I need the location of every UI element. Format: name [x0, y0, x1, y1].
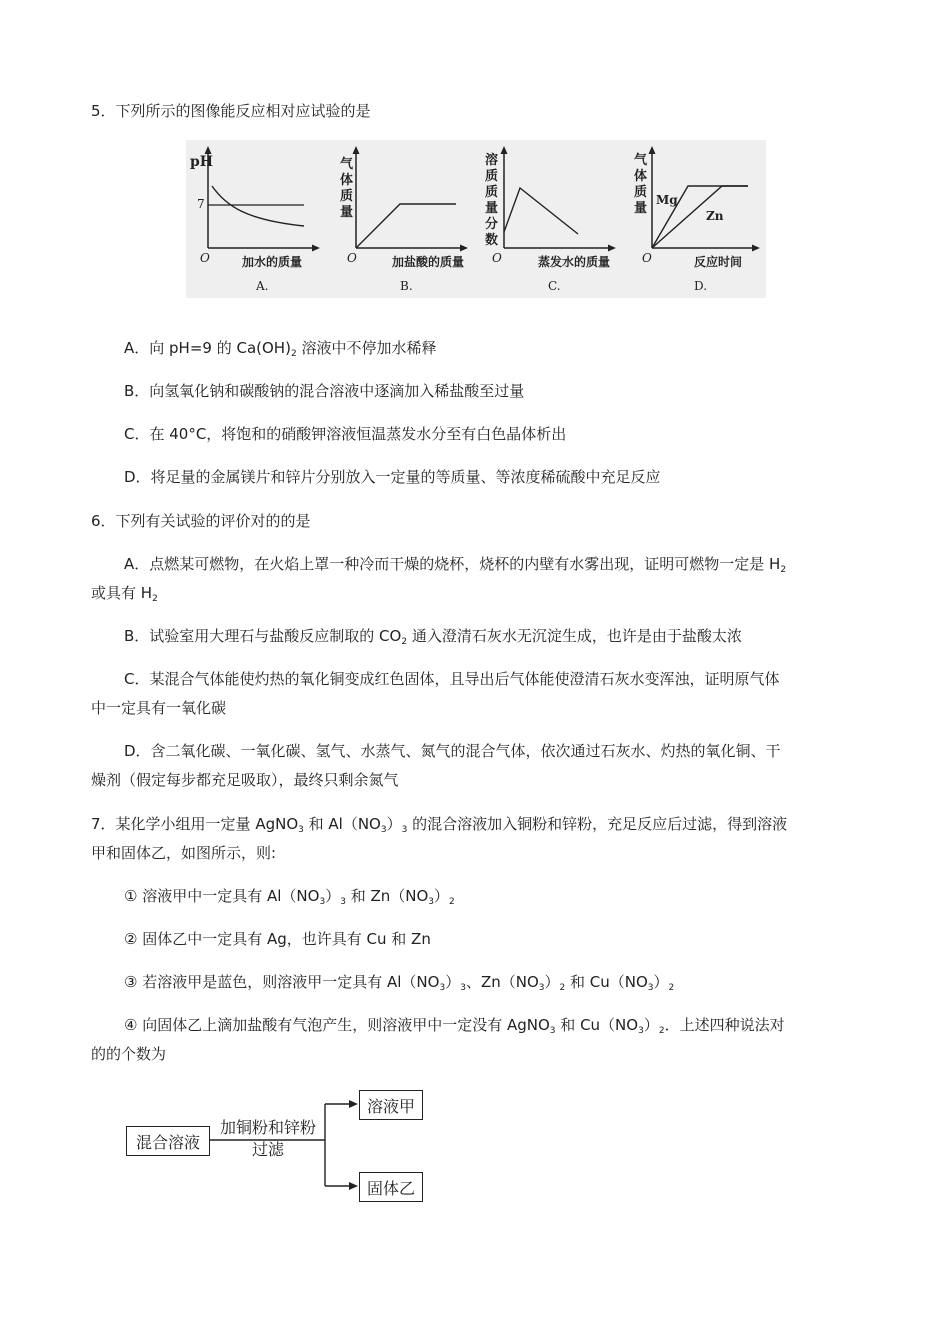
panel-b-graph — [340, 146, 468, 293]
panel-a-xlabel: 加水的质量 — [242, 255, 303, 269]
flow-reagent-label: 加铜粉和锌粉 — [219, 1118, 316, 1137]
panel-d-mg-label: Mg — [656, 193, 678, 207]
panel-b-caption: B. — [400, 279, 413, 293]
svg-text:气: 气 — [340, 157, 354, 172]
flow-filter-label: 过滤 — [251, 1140, 284, 1159]
panel-b-ylabel — [340, 156, 354, 220]
panel-a-caption: A. — [256, 279, 269, 293]
panel-d-origin: O — [642, 251, 652, 265]
svg-text:分: 分 — [485, 217, 499, 232]
q5-option-a: A．向 pH=9 的 $Ca(OH)_2$ 溶液中不停加水稀释 — [124, 339, 437, 359]
svg-text:溶: 溶 — [485, 153, 499, 168]
panel-a-graph — [190, 146, 320, 293]
panel-a-origin: O — [200, 251, 210, 265]
svg-text:量: 量 — [485, 201, 499, 216]
q7-stem-line1: 7．某化学小组用一定量 AgNO$_3$ 和 $Al(NO_3)_3$ 的混合溶液加入铜粉和锌粉，充足反应后过滤，得到溶液 — [91, 815, 788, 835]
q6-option-b: B．试验室用大理石与盐酸反应制取的 $CO_2$ 通入澄清石灰水无沉淀生成，也许是由于盐酸太浓 — [124, 627, 742, 647]
panel-d-zn-label: Zn — [706, 209, 724, 223]
q7-statement-2: ② 固体乙中一定具有 Ag，也许具有 Cu 和 Zn — [124, 930, 431, 948]
flow-solution-a-box: 溶液甲 — [359, 1090, 423, 1120]
svg-text:数: 数 — [485, 233, 499, 248]
panel-c-xlabel: 蒸发水的质量 — [538, 255, 611, 269]
panel-d-caption: D. — [694, 279, 708, 293]
q7-statement-4-line2: 的的个数为 — [91, 1045, 167, 1063]
svg-text:质: 质 — [485, 185, 499, 200]
q7-statement-4-line1: ④ 向固体乙上滴加盐酸有气泡产生，则溶液甲中一定没有 AgNO$_3$ 和 $Cu(NO_3)_2$．上述四种说法对 — [124, 1016, 785, 1036]
q6-option-a-line2: 或具有 $H_2$ — [91, 584, 158, 604]
q6-option-a-line1: A．点燃某可燃物，在火焰上罩一种冷而干燥的烧杯，烧杯的内壁有水雾出现，证明可燃物一定是 $H_2$ — [124, 555, 787, 575]
panel-c-origin: O — [492, 251, 502, 265]
svg-text:量: 量 — [340, 205, 354, 220]
q7-statement-1: ① 溶液甲中一定具有 $Al(NO_3)_3$ 和 $Zn(NO_3)_2$ — [124, 887, 455, 907]
svg-text:量: 量 — [634, 201, 648, 216]
q5-stem: 5．下列所示的图像能反应相对应试验的是 — [91, 102, 371, 120]
q7-flow-diagram — [120, 1082, 440, 1207]
svg-text:体: 体 — [340, 173, 354, 188]
q6-option-c-line1: C．某混合气体能使灼热的氧化铜变成红色固体，且导出后气体能使澄清石灰水变浑浊，证明原气体 — [124, 670, 780, 688]
q7-stem-line2: 甲和固体乙，如图所示，则: — [91, 844, 277, 862]
q6-option-d-line1: D．含二氧化碳、一氧化碳、氢气、水蒸气、氮气的混合气体，依次通过石灰水、灼热的氧化铜、干 — [124, 742, 781, 760]
panel-d-ylabel — [634, 152, 648, 216]
panel-d-xlabel: 反应时间 — [694, 255, 743, 269]
panel-a-ylabel: pH — [190, 154, 214, 170]
panel-b-xlabel: 加盐酸的质量 — [392, 255, 465, 269]
panel-c-ylabel — [485, 152, 498, 248]
svg-text:质: 质 — [485, 169, 499, 184]
panel-c-graph — [485, 146, 616, 293]
q5-option-b: B．向氢氧化钠和碳酸钠的混合溶液中逐滴加入稀盐酸至过量 — [124, 382, 525, 400]
q6-option-d-line2: 燥剂（假定每步都充足吸取），最终只剩余氮气 — [91, 771, 399, 789]
q5-option-c: C．在 40°C，将饱和的硝酸钾溶液恒温蒸发水分至有白色晶体析出 — [124, 425, 567, 443]
panel-a-tick7: 7 — [197, 197, 205, 211]
q6-stem: 6．下列有关试验的评价对的的是 — [91, 512, 311, 530]
svg-text:气: 气 — [634, 153, 648, 168]
q5-option-d: D．将足量的金属镁片和锌片分别放入一定量的等质量、等浓度稀硫酸中充足反应 — [124, 468, 661, 486]
q7-statement-3: ③ 若溶液甲是蓝色，则溶液甲一定具有 $Al(NO_3)_3$、$Zn(NO_3)_2$ 和 $Cu(NO_3)_2$ — [124, 973, 675, 993]
svg-text:体: 体 — [634, 169, 648, 184]
svg-text:质: 质 — [340, 189, 354, 204]
q5-figure — [186, 140, 766, 298]
flow-solid-b-box: 固体乙 — [359, 1172, 423, 1202]
panel-d-graph — [634, 146, 760, 293]
svg-text:质: 质 — [634, 185, 648, 200]
panel-b-origin: O — [347, 251, 357, 265]
flow-mixed-solution-box: 混合溶液 — [126, 1126, 210, 1156]
panel-c-caption: C. — [548, 279, 561, 293]
q6-option-c-line2: 中一定具有一氧化碳 — [91, 699, 227, 717]
